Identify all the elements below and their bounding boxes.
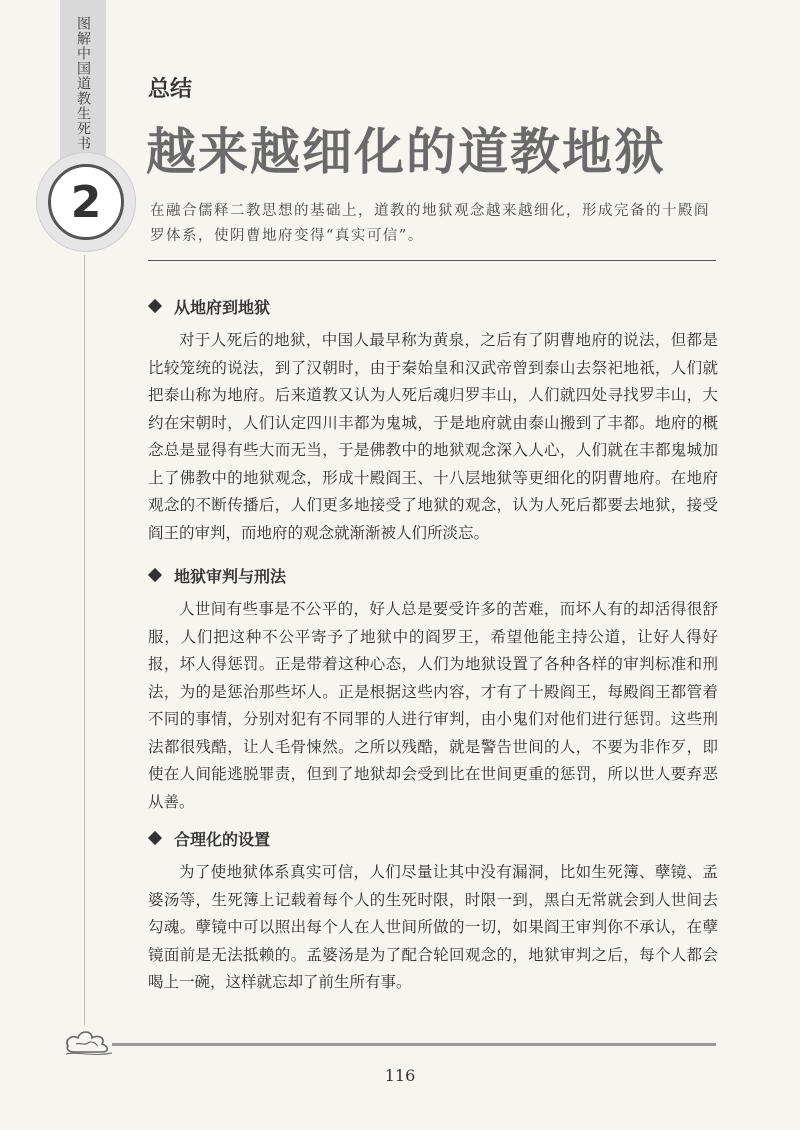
- cloud-ornament-icon: [62, 1024, 114, 1058]
- section-2: [148, 562, 718, 816]
- page-title: 越来越细化的道教地狱: [146, 123, 666, 181]
- book-title-tab: [60, 0, 106, 160]
- chapter-number: 2: [48, 164, 124, 240]
- section-heading-text: 地狱审判与刑法: [174, 566, 287, 586]
- margin-line: [84, 255, 85, 1025]
- section-body: 为了使地狱体系真实可信，人们尽量让其中没有漏洞，比如生死簿、孽镜、孟婆汤等，生死簿上记载着每个人的生死时限，时限一到，黑白无常就会到人世间去勾魂。孽镜中可以照出每个人在人世间所做的一切，如果阎王审判你不承认，在孽镜面前是无法抵赖的。孟婆汤是为了配合轮回观念的，地狱审判之后，每个人都会喝上一碗，这样就忘却了前生所有事。: [148, 863, 718, 991]
- section-1: [148, 293, 718, 547]
- diamond-bullet-icon: [148, 831, 162, 845]
- diamond-bullet-icon: [148, 568, 162, 582]
- book-title: 图解中国道教生死书: [75, 16, 91, 151]
- intro-divider: [148, 260, 716, 261]
- diamond-bullet-icon: [148, 299, 162, 313]
- chapter-badge: [36, 152, 136, 252]
- section-heading: [148, 825, 718, 851]
- section-heading-text: 合理化的设置: [174, 829, 271, 849]
- page-number: 116: [384, 1066, 416, 1085]
- section-body: 人世间有些事是不公平的，好人总是要受许多的苦难，而坏人有的却活得很舒服，人们把这种不公平寄予了地狱中的阎罗王，希望他能主持公道，让好人得好报，坏人得惩罚。正是带着这种心态，人们为地狱设置了各种各样的审判标准和刑法，为的是惩治那些坏人。正是根据这些内容，才有了十殿阎王，每殿阎王都管着不同的事情，分别对犯有不同罪的人进行审判，由小鬼们对他们进行惩罚。这些刑法都很残酷，让人毛骨悚然。之所以残酷，就是警告世间的人，不要为非作歹，即使在人间能逃脱罪责，但到了地狱却会受到比在世间更重的惩罚，所以世人要弃恶从善。: [148, 600, 718, 811]
- section-heading-text: 从地府到地狱: [174, 297, 271, 317]
- section-body: 对于人死后的地狱，中国人最早称为黄泉，之后有了阴曹地府的说法，但都是比较笼统的说法，到了汉朝时，由于秦始皇和汉武帝曾到泰山去祭祀地祇，人们就把泰山称为地府。后来道教又认为人死后魂归罗丰山，人们就四处寻找罗丰山，大约在宋朝时，人们认定四川丰都为鬼城，于是地府就由泰山搬到了丰都。地府的概念总是显得有些大而无当，于是佛教中的地狱观念深入人心，人们就在丰都鬼城加上了佛教中的地狱观念，形成十殿阎王、十八层地狱等更细化的阴曹地府。在地府观念的不断传播后，人们更多地接受了地狱的观念，认为人死后都要去地狱，接受阎王的审判，而地府的观念就渐渐被人们所淡忘。: [148, 331, 718, 542]
- section-3: [148, 825, 718, 997]
- intro-paragraph: 在融合儒释二教思想的基础上，道教的地狱观念越来越细化，形成完备的十殿阎罗体系，使阴曹地府变得“真实可信”。: [150, 203, 710, 244]
- footer-rule: [112, 1043, 716, 1046]
- section-heading: [148, 562, 718, 588]
- section-heading: [148, 293, 718, 319]
- section-kicker: 总结: [148, 77, 193, 102]
